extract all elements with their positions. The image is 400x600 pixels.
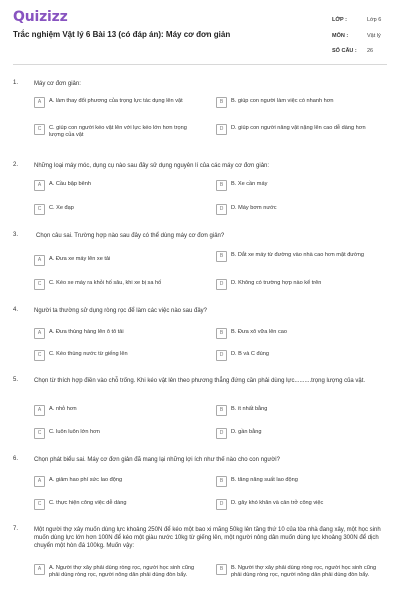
meta-key: LỚP : bbox=[332, 17, 347, 23]
header bbox=[0, 0, 400, 64]
option-letter: A bbox=[34, 328, 45, 339]
option-letter: C bbox=[34, 204, 45, 215]
option-text: A. nhỏ hơn bbox=[49, 406, 77, 412]
option-letter: D bbox=[216, 499, 227, 510]
option-text: C. Xe đạp bbox=[49, 205, 74, 211]
question-text: Máy cơ đơn giản: bbox=[34, 81, 81, 87]
option-text: B. tăng năng suất lao động bbox=[231, 477, 298, 483]
option-letter: A bbox=[34, 97, 45, 108]
option-text: A. Cầu bập bênh bbox=[49, 181, 91, 187]
question-number: 7. bbox=[13, 526, 19, 532]
option-letter: B bbox=[216, 476, 227, 487]
meta-key: MÔN : bbox=[332, 33, 349, 39]
option-text: C. luôn luôn lớn hơn bbox=[49, 429, 100, 435]
meta-key: SỐ CÂU : bbox=[332, 48, 357, 54]
option-letter: C bbox=[34, 350, 45, 361]
option-letter: C bbox=[34, 124, 45, 135]
option-letter: D bbox=[216, 124, 227, 135]
question-text: Chọn từ thích hợp điền vào chỗ trống. Khi kéo vật lên theo phương thẳng đứng cần phải dùng lực..........trọng lượng của vật. bbox=[34, 378, 366, 384]
option-letter: B bbox=[216, 180, 227, 191]
option-letter: B bbox=[216, 564, 227, 575]
option-text: B. giúp con người làm việc có nhanh hơn bbox=[231, 98, 334, 104]
question-number: 1. bbox=[13, 80, 19, 86]
option-text: D. gây khó khăn và cản trở công việc bbox=[231, 500, 324, 506]
question-number: 5. bbox=[13, 377, 19, 383]
option-text: B. Người thợ xây phải dùng ròng rọc, người học sinh cũng phải dùng ròng rọc, người nông dân phải dùng đòn bẩy. bbox=[231, 565, 377, 578]
question-text: Người ta thường sử dụng ròng rọc để làm các việc nào sau đây? bbox=[34, 308, 208, 314]
option-text: B. Đưa xô vữa lên cao bbox=[231, 329, 287, 335]
option-text: D. Máy bơm nước bbox=[231, 205, 277, 211]
option-text: A. Đưa xe máy lên xe tải bbox=[49, 256, 111, 262]
question-text: Chọn câu sai. Trường hợp nào sau đây có thể dùng máy cơ đơn giản? bbox=[36, 233, 225, 239]
option-text: D. gần bằng bbox=[231, 429, 262, 435]
option-text: B. Xe cần máy bbox=[231, 181, 268, 187]
question-number: 4. bbox=[13, 307, 19, 313]
option-letter: D bbox=[216, 428, 227, 439]
header-divider bbox=[13, 64, 387, 65]
option-letter: B bbox=[216, 405, 227, 416]
quizizz-logo: Quizizz bbox=[13, 9, 68, 25]
option-text: A. giảm hao phí sức lao động bbox=[49, 477, 123, 483]
option-letter: C bbox=[34, 279, 45, 290]
option-letter: A bbox=[34, 180, 45, 191]
option-letter: B bbox=[216, 328, 227, 339]
option-letter: A bbox=[34, 255, 45, 266]
option-text: C. Kéo xe máy ra khỏi hố sâu, khi xe bị sa hố bbox=[49, 280, 162, 286]
option-text: D. giúp con người nâng vật nặng lên cao dễ dàng hơn bbox=[231, 125, 366, 131]
option-text: A. làm thay đổi phương của trọng lực tác dụng lên vật bbox=[49, 98, 183, 104]
question-text: Chọn phát biểu sai. Máy cơ đơn giản đã mang lại những lợi ích như thế nào cho con người? bbox=[34, 457, 280, 463]
option-letter: D bbox=[216, 350, 227, 361]
option-letter: A bbox=[34, 564, 45, 575]
option-letter: B bbox=[216, 251, 227, 262]
option-text: C. Kéo thùng nước từ giếng lên bbox=[49, 351, 128, 357]
question-text: Những loại máy móc, dụng cụ nào sau đây sử dụng nguyên lí của các máy cơ đơn giản: bbox=[34, 163, 270, 169]
option-text: D. Không có trường hợp nào kể trên bbox=[231, 280, 322, 286]
option-text: A. Đưa thùng hàng lên ô tô tải bbox=[49, 329, 124, 335]
meta-value: 26 bbox=[367, 48, 374, 54]
option-text: A. Người thợ xây phải dùng ròng rọc, người học sinh cũng phải dùng ròng rọc, người nông dân phải dùng đòn bẩy. bbox=[49, 565, 195, 578]
question-text: Một người thợ xây muốn dùng lực khoảng 250N để kéo một bao xi măng 50kg lên tầng thứ 10 của tòa nhà đang xây, một học sinh muốn dùng lực lớn hơn 100N để kéo một giàu nước 10kg từ giếng lên, một người nông dân muốn dùng lực khoảng 300N để dịch chuyển một hòn đá 100kg. Muốn vậy: bbox=[34, 527, 381, 549]
question-number: 3. bbox=[13, 232, 19, 238]
option-text: C. giúp con người kéo vật lên với lực kéo lớn hơn trọng lượng của vật bbox=[49, 125, 187, 138]
option-text: B. Dắt xe máy từ đường vào nhà cao hơn mặt đường bbox=[231, 252, 364, 258]
option-letter: D bbox=[216, 204, 227, 215]
question-number: 6. bbox=[13, 456, 19, 462]
page-title: Trắc nghiệm Vật lý 6 Bài 13 (có đáp án): Máy cơ đơn giản bbox=[13, 30, 231, 39]
meta-value: Lớp 6 bbox=[367, 17, 382, 23]
option-text: C. thực hiện công việc dễ dàng bbox=[49, 500, 127, 506]
option-text: D. B và C đúng bbox=[231, 351, 269, 357]
option-text: B. ít nhất bằng bbox=[231, 406, 268, 412]
option-letter: B bbox=[216, 97, 227, 108]
option-letter: C bbox=[34, 428, 45, 439]
meta-value: Vật lý bbox=[367, 33, 381, 39]
option-letter: A bbox=[34, 476, 45, 487]
option-letter: D bbox=[216, 279, 227, 290]
option-letter: C bbox=[34, 499, 45, 510]
question-number: 2. bbox=[13, 162, 19, 168]
option-letter: A bbox=[34, 405, 45, 416]
